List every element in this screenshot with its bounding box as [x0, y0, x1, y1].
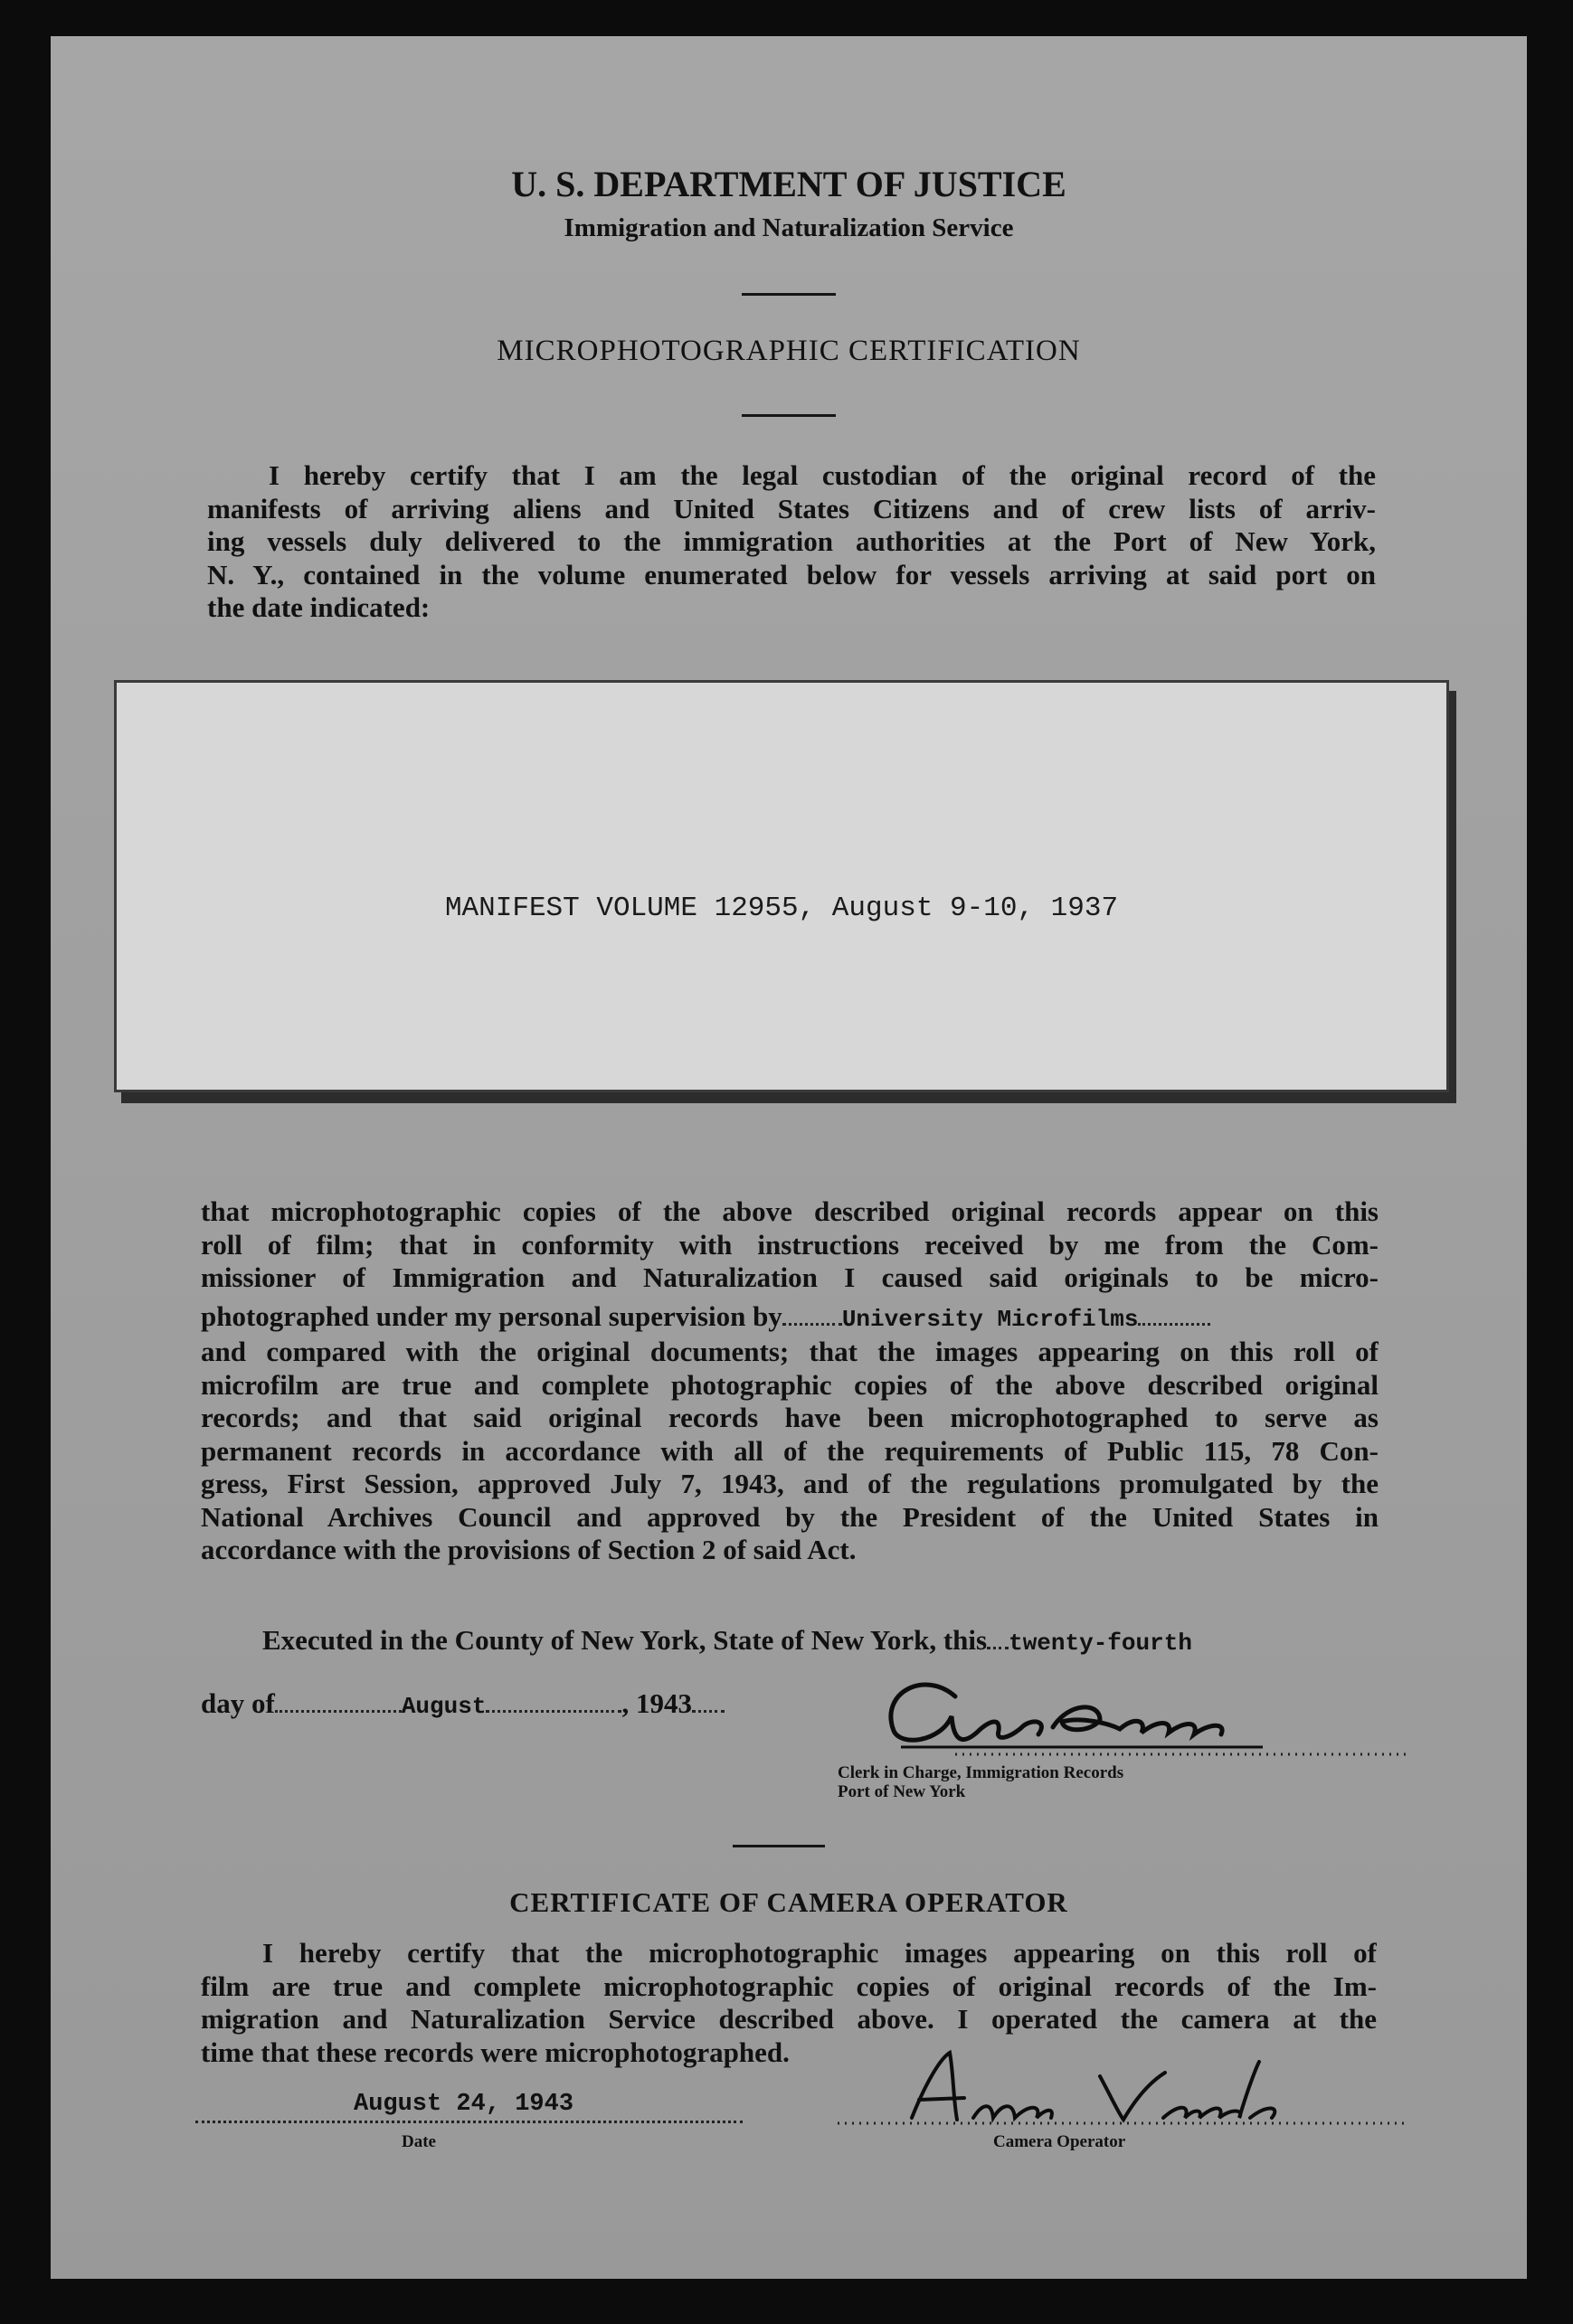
- paragraph-line: time that these records were microphotographed.: [201, 2036, 790, 2068]
- dotted-leader: [782, 1323, 842, 1326]
- supervision-line: [201, 1300, 1379, 1337]
- filmed-by-value: University Microfilms: [841, 1305, 1139, 1333]
- manifest-volume-label: MANIFEST VOLUME 12955, August 9-10, 1937: [444, 893, 1119, 924]
- paragraph-line: I hereby certify that the microphotographic images appearing on this roll of: [262, 1937, 1377, 1969]
- dotted-leader: [486, 1710, 621, 1713]
- paragraph-line: records; and that said original records have been microphotographed to serve as: [201, 1402, 1379, 1433]
- execution-year: , 1943: [621, 1687, 692, 1719]
- paragraph-line: National Archives Council and approved by the President of the United States in: [201, 1500, 1379, 1533]
- paragraph-line: manifests of arriving aliens and United States Citizens and of crew lists of arriv-: [207, 492, 1376, 524]
- paragraph-line: microfilm are true and complete photographic copies of the above described original: [201, 1368, 1379, 1401]
- paragraph-line: the date indicated:: [207, 591, 431, 623]
- supervision-prefix: photographed under my personal supervision by: [201, 1299, 782, 1332]
- certification-title: MICROPHOTOGRAPHIC CERTIFICATION: [497, 335, 1081, 367]
- clerk-signature: [847, 1664, 1426, 1772]
- dotted-leader: [692, 1710, 725, 1713]
- execution-day-value: twenty-fourth: [1009, 1630, 1192, 1657]
- camera-operator-label: Camera Operator: [993, 2132, 1126, 2151]
- manifest-label-box: [114, 680, 1449, 1092]
- paragraph-line: permanent records in accordance with all of the requirements of Public 115, 78 Con-: [201, 1434, 1379, 1467]
- execution-month-value: August: [401, 1693, 487, 1720]
- divider: [742, 293, 836, 296]
- paragraph-line: accordance with the provisions of Section 2 of said Act.: [201, 1534, 857, 1565]
- day-of-label: day of: [201, 1687, 275, 1719]
- intro-paragraph: [207, 459, 1376, 625]
- date-label: Date: [402, 2132, 436, 2151]
- date-dotted-line: [195, 2121, 743, 2123]
- department-heading: U. S. DEPARTMENT OF JUSTICE: [511, 164, 1066, 204]
- dotted-leader: [987, 1647, 1009, 1649]
- clerk-title-line1: Clerk in Charge, Immigration Records: [838, 1763, 1124, 1782]
- camera-operator-signature: [829, 2045, 1407, 2136]
- paragraph-line: N. Y., contained in the volume enumerated below for vessels arriving at said port on: [207, 558, 1376, 590]
- paragraph-line: migration and Naturalization Service described above. I operated the camera at the: [201, 2003, 1377, 2035]
- executed-prefix: Executed in the County of New York, State of New York, this: [262, 1624, 988, 1656]
- paragraph-line: gress, First Session, approved July 7, 1943, and of the regulations promulgated by the: [201, 1468, 1379, 1499]
- executed-line: [262, 1624, 1456, 1660]
- divider: [733, 1845, 825, 1847]
- paragraph-line: missioner of Immigration and Naturalization I caused said originals to be micro-: [201, 1261, 1379, 1293]
- certificate-page: [51, 36, 1527, 2279]
- certification-body: [201, 1195, 1379, 1567]
- camera-date-value: August 24, 1943: [354, 2091, 574, 2118]
- paragraph-line: that microphotographic copies of the above described original records appear on this: [201, 1195, 1379, 1227]
- dotted-leader: [1138, 1323, 1210, 1326]
- paragraph-line: ing vessels duly delivered to the immigration authorities at the Port of New York,: [207, 525, 1376, 557]
- paragraph-line: film are true and complete microphotographic copies of original records of the Im-: [201, 1970, 1377, 2002]
- execution-month-line: [201, 1687, 924, 1724]
- camera-certificate-title: CERTIFICATE OF CAMERA OPERATOR: [509, 1886, 1068, 1918]
- paragraph-line: and compared with the original documents; that the images appearing on this roll of: [201, 1336, 1379, 1367]
- service-subheading: Immigration and Naturalization Service: [564, 213, 1014, 242]
- divider: [742, 414, 836, 417]
- dotted-leader: [275, 1710, 402, 1713]
- clerk-title-line2: Port of New York: [838, 1782, 966, 1801]
- paragraph-line: roll of film; that in conformity with instructions received by me from the Com-: [201, 1228, 1379, 1261]
- paragraph-line: I hereby certify that I am the legal custodian of the original record of the: [269, 459, 1376, 491]
